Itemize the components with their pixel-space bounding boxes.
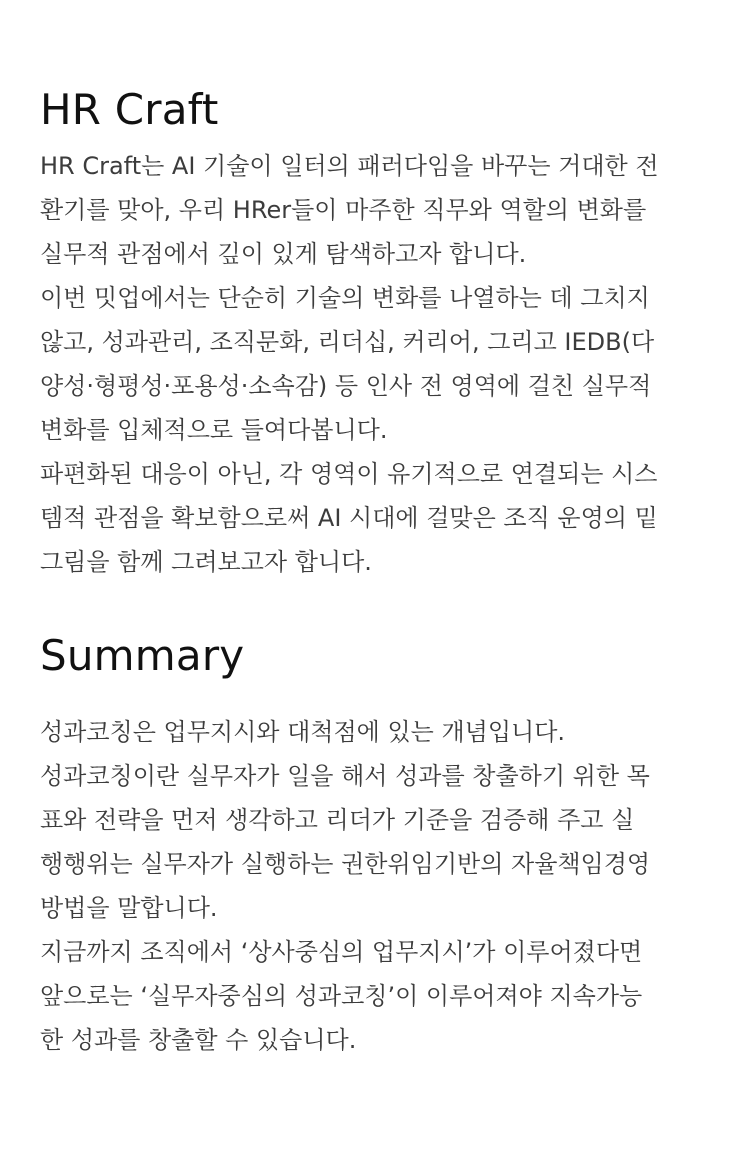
summary-line: 행행위는 실무자가 실행하는 권한위임기반의 자율책임경영 — [40, 850, 651, 878]
summary-section — [40, 630, 704, 1062]
hr-craft-line: 양성·형평성·포용성·소속감) 등 인사 전 영역에 걸친 실무적 — [40, 372, 652, 400]
hr-craft-line: 이번 밋업에서는 단순히 기술의 변화를 나열하는 데 그치지 — [40, 284, 650, 312]
summary-description — [40, 710, 704, 1062]
hr-craft-description — [40, 144, 704, 584]
summary-line: 지금까지 조직에서 ‘상사중심의 업무지시’가 이루어졌다면 — [40, 938, 643, 966]
summary-line: 성과코칭은 업무지시와 대척점에 있는 개념입니다. — [40, 718, 566, 746]
summary-line: 앞으로는 ‘실무자중심의 성과코칭’이 이루어져야 지속가능 — [40, 982, 643, 1010]
hr-craft-line: 실무적 관점에서 깊이 있게 탐색하고자 합니다. — [40, 240, 527, 268]
hr-craft-line: 파편화된 대응이 아닌, 각 영역이 유기적으로 연결되는 시스 — [40, 460, 658, 488]
hr-craft-title: HR Craft — [40, 85, 219, 134]
summary-line: 성과코칭이란 실무자가 일을 해서 성과를 창출하기 위한 목 — [40, 762, 650, 790]
summary-title: Summary — [40, 631, 245, 680]
summary-line: 한 성과를 창출할 수 있습니다. — [40, 1026, 357, 1054]
hr-craft-line: HR Craft는 AI 기술이 일터의 패러다임을 바꾸는 거대한 전 — [40, 152, 659, 180]
hr-craft-line: 않고, 성과관리, 조직문화, 리더십, 커리어, 그리고 IEDB(다 — [40, 328, 655, 356]
hr-craft-line: 템적 관점을 확보함으로써 AI 시대에 걸맞은 조직 운영의 밑 — [40, 504, 658, 532]
hr-craft-line: 환기를 맞아, 우리 HRer들이 마주한 직무와 역할의 변화를 — [40, 196, 647, 224]
summary-line: 방법을 말합니다. — [40, 894, 218, 922]
summary-line: 표와 전략을 먼저 생각하고 리더가 기준을 검증해 주고 실 — [40, 806, 635, 834]
hr-craft-section — [40, 84, 704, 584]
hr-craft-line: 그림을 함께 그려보고자 합니다. — [40, 548, 372, 576]
hr-craft-line: 변화를 입체적으로 들여다봅니다. — [40, 416, 388, 444]
